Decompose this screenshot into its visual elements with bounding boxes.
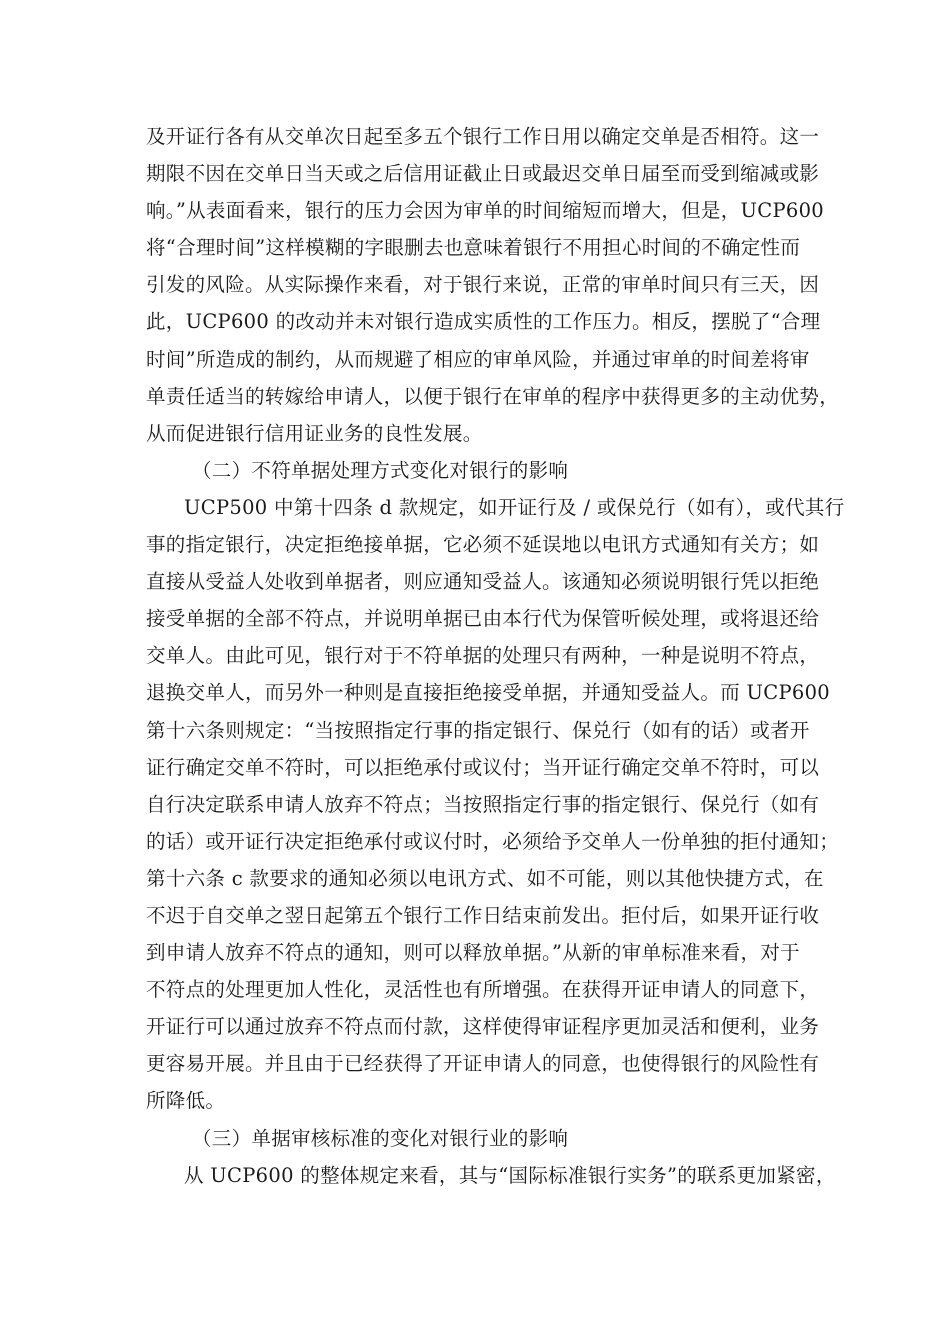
text-line: 响。”从表面看来，银行的压力会因为审单的时间缩短而增大，但是，UCP600 <box>146 199 825 223</box>
section-heading-2: （二）不符单据处理方式变化对银行的影响 <box>192 458 569 482</box>
text-line: 的话）或开证行决定拒绝承付或议付时，必须给予交单人一份单独的拒付通知； <box>146 829 840 853</box>
text-line: 开证行可以通过放弃不符点而付款，这样使得审证程序更加灵活和便利，业务 <box>146 1015 820 1039</box>
text-line: 时间”所造成的制约，从而规避了相应的审单风险，并通过审单的时间差将审 <box>146 347 810 371</box>
paragraph-section3 <box>146 1157 836 1194</box>
text-line: 第十六条则规定：“当按照指定行事的指定银行、保兑行（如有的话）或者开 <box>146 718 810 742</box>
text-line: 到申请人放弃不符点的通知，则可以释放单据。”从新的审单标准来看，对于 <box>146 941 800 965</box>
text-line: 期限不因在交单日当天或之后信用证截止日或最迟交单日届至而受到缩减或影 <box>146 162 820 186</box>
text-line: 交单人。由此可见，银行对于不符单据的处理只有两种，一种是说明不符点， <box>146 644 820 668</box>
text-line: 此，UCP600 的改动并未对银行造成实质性的工作压力。相反，摆脱了“合理 <box>146 310 821 334</box>
text-line: 不迟于自交单之翌日起第五个银行工作日结束前发出。拒付后，如果开证行收 <box>146 903 820 927</box>
text-line: 及开证行各有从交单次日起至多五个银行工作日用以确定交单是否相符。这一 <box>146 125 820 148</box>
text-line: 事的指定银行，决定拒绝接单据，它必须不延误地以电讯方式通知有关方；如 <box>146 533 820 557</box>
text-line: 证行确定交单不符时，可以拒绝承付或议付；当开证行确定交单不符时，可以 <box>146 755 820 779</box>
text-line: 退换交单人，而另外一种则是直接拒绝接受单据，并通知受益人。而 UCP600 <box>146 681 830 705</box>
text-line: UCP500 中第十四条 d 款规定，如开证行及 / 或保兑行（如有），或代其行 <box>184 495 845 519</box>
text-line: 将“合理时间”这样模糊的字眼删去也意味着银行不用担心时间的不确定性而 <box>146 236 801 260</box>
section-heading-3: （三）单据审核标准的变化对银行业的影响 <box>192 1126 569 1150</box>
text-line: 第十六条 c 款要求的通知必须以电讯方式、如不可能，则以其他快捷方式，在 <box>146 866 824 890</box>
text-line: 自行决定联系申请人放弃不符点；当按照指定行事的指定银行、保兑行（如有 <box>146 792 820 816</box>
text-line: 不符点的处理更加人性化，灵活性也有所增强。在获得开证申请人的同意下， <box>146 978 820 1002</box>
document-body <box>146 118 845 1194</box>
paragraph-section2 <box>146 489 845 1120</box>
text-line: 从 UCP600 的整体规定来看，其与“国际标准银行实务”的联系更加紧密， <box>184 1163 836 1187</box>
text-line: 所降低。 <box>146 1089 226 1113</box>
text-line: 接受单据的全部不符点，并说明单据已由本行代为保管听候处理，或将退还给 <box>146 607 820 631</box>
text-line: 单责任适当的转嫁给申请人，以便于银行在审单的程序中获得更多的主动优势， <box>146 384 840 408</box>
paragraph-section1-tail <box>146 118 840 452</box>
text-line: 引发的风险。从实际操作来看，对于银行来说，正常的审单时间只有三天，因 <box>146 273 820 297</box>
text-line: 从而促进银行信用证业务的良性发展。 <box>146 421 483 445</box>
text-line: 直接从受益人处收到单据者，则应通知受益人。该通知必须说明银行凭以拒绝 <box>146 570 820 594</box>
text-line: 更容易开展。并且由于已经获得了开证申请人的同意，也使得银行的风险性有 <box>146 1052 820 1076</box>
